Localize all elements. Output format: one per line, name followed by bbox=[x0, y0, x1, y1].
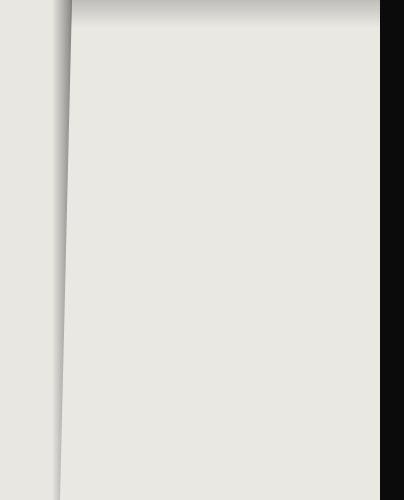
left-page-mosaic-image bbox=[0, 0, 58, 150]
outer-edge bbox=[380, 0, 404, 500]
intro-text-block bbox=[139, 56, 365, 62]
page-top-shadow bbox=[60, 0, 392, 28]
mosaic-illustration bbox=[75, 246, 365, 456]
